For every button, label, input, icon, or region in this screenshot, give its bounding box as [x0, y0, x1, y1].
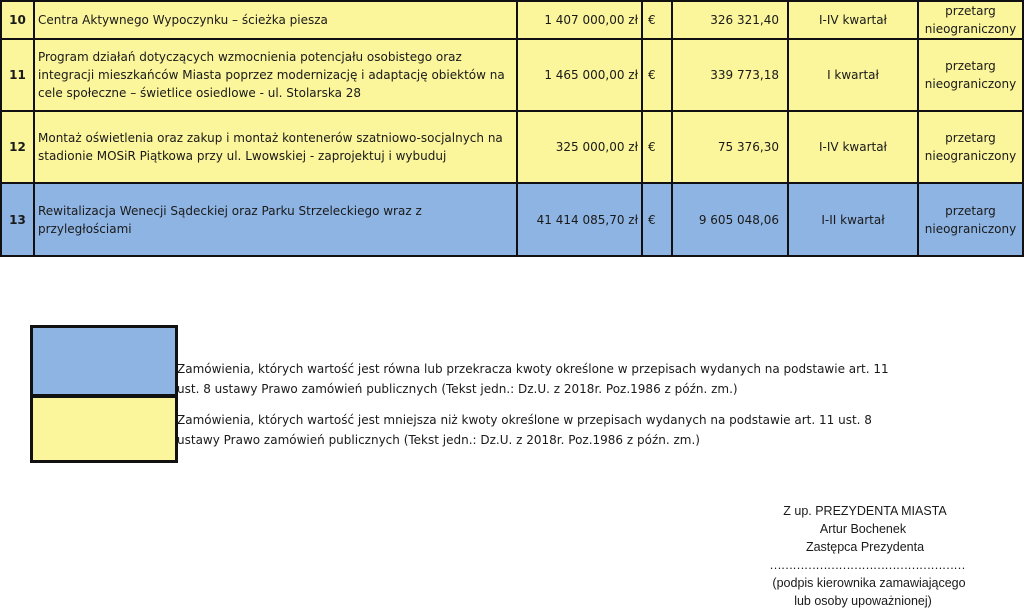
row-procedure: przetarg nieograniczony — [918, 1, 1023, 39]
signature-name: Artur Bochenek — [819, 522, 907, 536]
signature-caption-line1: (podpis kierownika zamawiającego — [772, 576, 966, 590]
row-description: Montaż oświetlenia oraz zakup i montaż kontenerów szatniowo-socjalnych na stadionie MOSiR Piątkowa przy ul. Lwowskiej - zaprojektuj i wybuduj — [34, 111, 517, 183]
row-period: I-II kwartał — [788, 183, 918, 256]
legend-swatch-blue — [30, 325, 178, 395]
row-number: 10 — [1, 1, 34, 39]
row-amount-pln: 41 414 085,70 zł — [517, 183, 642, 256]
row-period: I-IV kwartał — [788, 111, 918, 183]
row-period: I-IV kwartał — [788, 1, 918, 39]
table-row — [1, 39, 1023, 111]
row-amount-pln: 1 465 000,00 zł — [517, 39, 642, 111]
row-amount-pln: 1 407 000,00 zł — [517, 1, 642, 39]
signature-dotted-line: …………………………………………… — [769, 558, 965, 572]
row-procedure: przetarg nieograniczony — [918, 39, 1023, 111]
signature-caption-line2: lub osoby upoważnionej) — [794, 594, 932, 608]
row-description: Rewitalizacja Wenecji Sądeckiej oraz Parku Strzeleckiego wraz z przyległościami — [34, 183, 517, 256]
legend-swatch-yellow — [30, 395, 178, 463]
row-currency: € — [642, 183, 672, 256]
row-amount-eur: 9 605 048,06 — [672, 183, 788, 256]
signature-authority: Z up. PREZYDENTA MIASTA — [783, 504, 947, 518]
row-number: 12 — [1, 111, 34, 183]
row-period: I kwartał — [788, 39, 918, 111]
row-procedure: przetarg nieograniczony — [918, 111, 1023, 183]
signature-role: Zastępca Prezydenta — [805, 540, 925, 554]
row-amount-eur: 326 321,40 — [672, 1, 788, 39]
row-procedure: przetarg nieograniczony — [918, 183, 1023, 256]
row-currency: € — [642, 39, 672, 111]
row-amount-eur: 75 376,30 — [672, 111, 788, 183]
table-row — [1, 1, 1023, 39]
row-amount-eur: 339 773,18 — [672, 39, 788, 111]
row-currency: € — [642, 1, 672, 39]
row-amount-pln: 325 000,00 zł — [517, 111, 642, 183]
row-description: Program działań dotyczących wzmocnienia potencjału osobistego oraz integracji mieszkańców Miasta poprzez modernizację i adaptację obiektów na cele społeczne – świetlice osiedlowe - ul. Stolarska 28 — [34, 39, 517, 111]
row-currency: € — [642, 111, 672, 183]
table-row — [1, 183, 1023, 256]
signature-block — [740, 502, 1010, 610]
row-number: 13 — [1, 183, 34, 256]
procurement-table — [0, 0, 1024, 257]
legend-text-blue: Zamówienia, których wartość jest równa lub przekracza kwoty określone w przepisach wydanych na podstawie art. 11 ust. 8 ustawy Prawo zamówień publicznych (Tekst jedn.: Dz.U. z 2018r. Poz.1986 z późn. zm.) — [177, 362, 889, 396]
row-number: 11 — [1, 39, 34, 111]
table-row — [1, 111, 1023, 183]
row-description: Centra Aktywnego Wypoczynku – ścieżka piesza — [34, 1, 517, 39]
legend-text-yellow: Zamówienia, których wartość jest mniejsza niż kwoty określone w przepisach wydanych na podstawie art. 11 ust. 8 ustawy Prawo zamówień publicznych (Tekst jedn.: Dz.U. z 2018r. Poz.1986 z późn. zm.) — [177, 413, 872, 447]
